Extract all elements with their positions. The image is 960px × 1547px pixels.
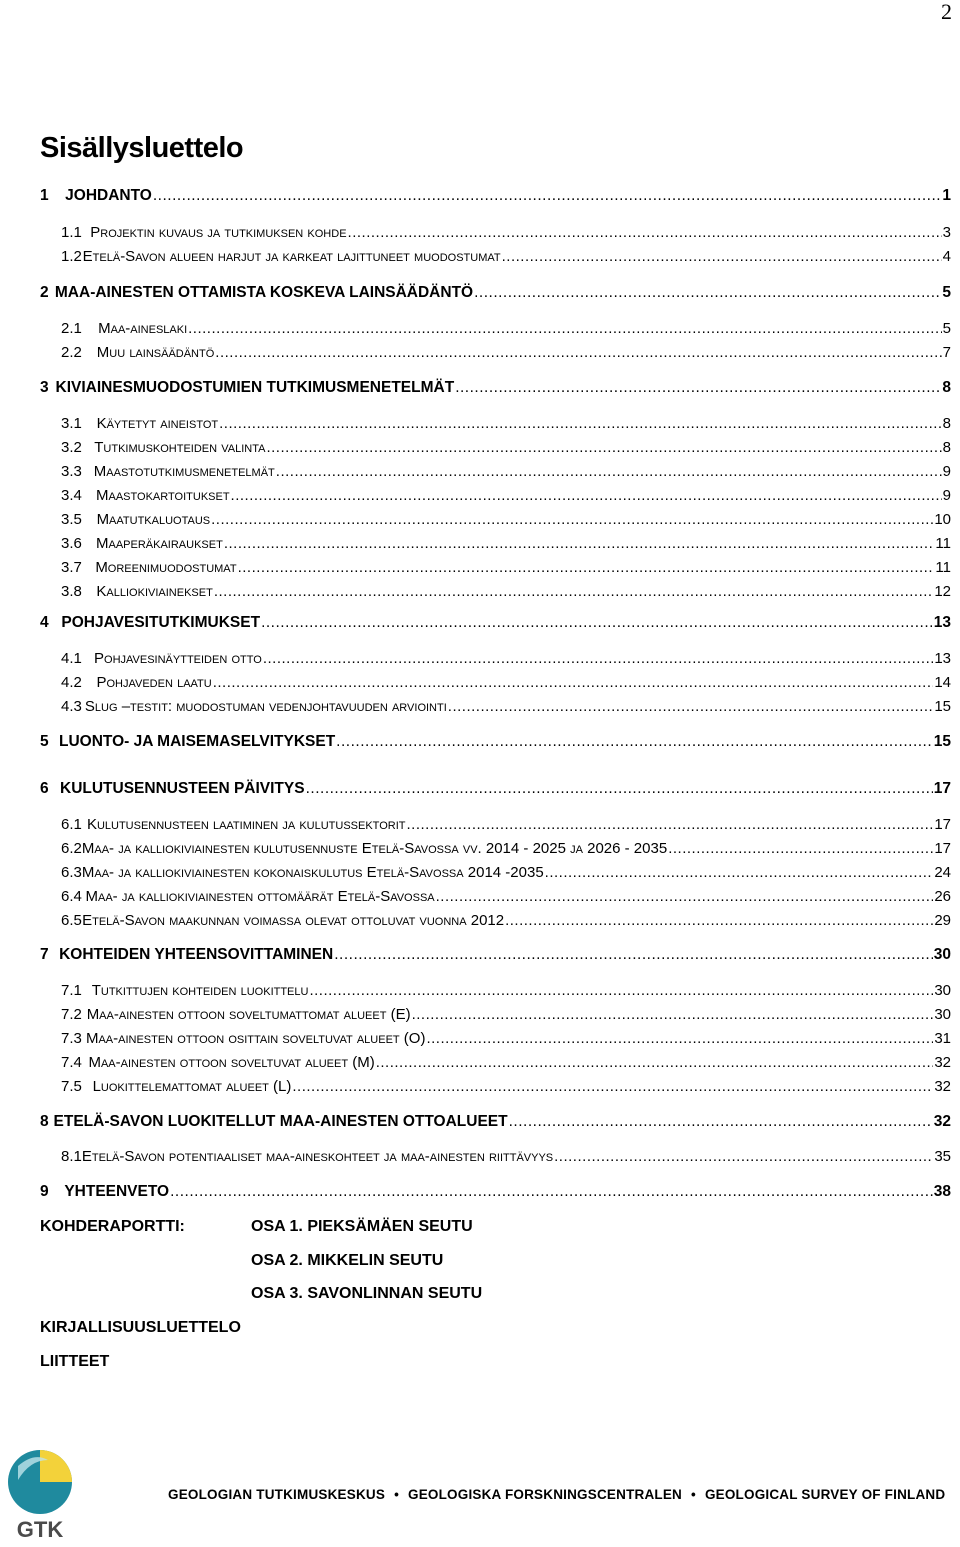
toc-entry-number: 7.5 bbox=[61, 1078, 82, 1095]
toc-entry-page: 15 bbox=[933, 733, 951, 750]
toc-dot-leader bbox=[219, 413, 942, 435]
toc-entry-page: 17 bbox=[934, 840, 951, 857]
toc-entry-number: 2 bbox=[40, 284, 49, 301]
toc-entry-3-6[interactable] bbox=[61, 533, 951, 555]
toc-entry-7[interactable] bbox=[40, 944, 951, 966]
footer-organization-names bbox=[168, 1487, 945, 1502]
toc-entry-page: 8 bbox=[942, 439, 951, 456]
toc-dot-leader bbox=[502, 246, 942, 268]
toc-entry-page: 5 bbox=[942, 284, 951, 301]
toc-entry-title: Tutkittujen kohteiden luokittelu bbox=[91, 982, 309, 999]
toc-entry-4[interactable] bbox=[40, 612, 951, 634]
toc-entry-title: Kalliokiviainekset bbox=[96, 583, 213, 600]
toc-entry-title: JOHDANTO bbox=[65, 187, 152, 204]
toc-entry-page: 32 bbox=[933, 1113, 951, 1130]
toc-dot-leader bbox=[509, 1111, 933, 1133]
toc-entry-1[interactable] bbox=[40, 185, 951, 207]
toc-entry-title: Kulutusennusteen laatiminen ja kulutussektorit bbox=[86, 816, 406, 833]
toc-entry-page: 14 bbox=[934, 674, 951, 691]
toc-entry-page: 30 bbox=[934, 1006, 951, 1023]
toc-entry-3-2[interactable] bbox=[61, 437, 951, 459]
toc-entry-3[interactable] bbox=[40, 377, 951, 399]
toc-entry-title: Moreenimuodostumat bbox=[95, 559, 237, 576]
toc-entry-page: 30 bbox=[933, 946, 951, 963]
toc-entry-number: 3.5 bbox=[61, 511, 82, 528]
toc-entry-page: 17 bbox=[934, 816, 951, 833]
toc-entry-number: 9 bbox=[40, 1183, 49, 1200]
toc-entry-number: 1 bbox=[40, 187, 49, 204]
toc-entry-number: 3 bbox=[40, 379, 49, 396]
toc-entry-title: Luokittelemattomat alueet (L) bbox=[92, 1078, 292, 1095]
toc-entry-3-4[interactable] bbox=[61, 485, 951, 507]
toc-dot-leader bbox=[334, 944, 933, 966]
toc-dot-leader bbox=[292, 1076, 933, 1098]
toc-entry-title: Maastotutkimusmenetelmät bbox=[93, 463, 275, 480]
toc-entry-number: 7.4 bbox=[61, 1054, 82, 1071]
toc-entry-7-1[interactable] bbox=[61, 980, 951, 1002]
toc-entry-number: 6.2 bbox=[61, 840, 82, 857]
toc-entry-number: 3.3 bbox=[61, 463, 82, 480]
toc-dot-leader bbox=[336, 731, 933, 753]
toc-entry-page: 30 bbox=[934, 982, 951, 999]
toc-entry-page: 3 bbox=[942, 224, 951, 241]
toc-entry-title: Käytetyt aineistot bbox=[96, 415, 219, 432]
toc-dot-leader bbox=[170, 1181, 933, 1203]
toc-dot-leader bbox=[412, 1004, 934, 1026]
toc-entry-number: 4 bbox=[40, 614, 49, 631]
toc-dot-leader bbox=[436, 886, 934, 908]
toc-dot-leader bbox=[474, 282, 941, 304]
toc-entry-title: Maa- ja kalliokiviainesten kulutusennuste Etelä-Savossa vv. 2014 - 2025 ja 2026 - 2035 bbox=[81, 840, 668, 857]
toc-entry-page: 29 bbox=[934, 912, 951, 929]
toc-dot-leader bbox=[224, 533, 935, 555]
toc-dot-leader bbox=[214, 581, 934, 603]
toc-entry-7-5[interactable] bbox=[61, 1076, 951, 1098]
toc-entry-3-8[interactable] bbox=[61, 581, 951, 603]
toc-entry-page: 1 bbox=[942, 187, 951, 204]
toc-entry-title: Maa-ainesten ottoon osittain soveltuvat alueet (O) bbox=[85, 1030, 426, 1047]
toc-entry-title: LUONTO- JA MAISEMASELVITYKSET bbox=[59, 733, 336, 750]
toc-dot-leader bbox=[376, 1052, 934, 1074]
toc-dot-leader bbox=[211, 509, 933, 531]
toc-entry-number: 3.4 bbox=[61, 487, 82, 504]
toc-entry-number: 6 bbox=[40, 780, 49, 797]
toc-entry-title: Etelä-Savon alueen harjut ja karkeat lajittuneet muodostumat bbox=[82, 248, 501, 265]
osa-1-entry[interactable]: OSA 1. PIEKSÄMÄEN SEUTU bbox=[251, 1218, 473, 1235]
toc-dot-leader bbox=[426, 1028, 933, 1050]
osa-2-entry[interactable]: OSA 2. MIKKELIN SEUTU bbox=[251, 1252, 444, 1269]
toc-entry-page: 15 bbox=[934, 698, 951, 715]
toc-entry-2-2[interactable] bbox=[61, 342, 951, 364]
toc-entry-title: Tutkimuskohteiden valinta bbox=[94, 439, 266, 456]
gtk-logo-text: GTK bbox=[16, 1517, 64, 1542]
toc-dot-leader bbox=[153, 185, 942, 207]
toc-dot-leader bbox=[215, 342, 941, 364]
org-name-sv: GEOLOGISKA FORSKNINGSCENTRALEN bbox=[408, 1487, 683, 1502]
toc-entry-3-5[interactable] bbox=[61, 509, 951, 531]
toc-entry-4-3[interactable] bbox=[61, 696, 951, 718]
toc-entry-number: 3.1 bbox=[61, 415, 82, 432]
toc-entry-title: KULUTUSENNUSTEEN PÄIVITYS bbox=[60, 780, 305, 797]
toc-entry-title: Projektin kuvaus ja tutkimuksen kohde bbox=[90, 224, 347, 241]
toc-entry-number: 1.1 bbox=[61, 224, 82, 241]
toc-entry-number: 7 bbox=[40, 946, 49, 963]
toc-entry-number: 2.1 bbox=[61, 320, 82, 337]
toc-entry-8-1[interactable] bbox=[61, 1146, 951, 1168]
toc-entry-1-1[interactable] bbox=[61, 222, 951, 244]
toc-entry-page: 12 bbox=[934, 583, 951, 600]
toc-entry-title: Muu lainsäädäntö bbox=[96, 344, 215, 361]
toc-entry-6-2[interactable] bbox=[61, 838, 951, 860]
toc-entry-number: 6.3 bbox=[61, 864, 82, 881]
osa-3-entry[interactable]: OSA 3. SAVONLINNAN SEUTU bbox=[251, 1285, 483, 1302]
toc-entry-title: Pohjaveden laatu bbox=[96, 674, 212, 691]
toc-entry-number: 7.2 bbox=[61, 1006, 82, 1023]
toc-dot-leader bbox=[448, 696, 934, 718]
toc-dot-leader bbox=[406, 814, 933, 836]
toc-entry-title: Slug –testit: muodostuman vedenjohtavuuden arviointi bbox=[84, 698, 447, 715]
toc-entry-title: Maaperäkairaukset bbox=[96, 535, 223, 552]
toc-entry-title: Maa- ja kalliokiviainesten kokonaiskulutus Etelä-Savossa 2014 -2035 bbox=[81, 864, 544, 881]
toc-entry-page: 35 bbox=[934, 1148, 951, 1165]
toc-entry-7-2[interactable] bbox=[61, 1004, 951, 1026]
toc-dot-leader bbox=[545, 862, 934, 884]
footer-separator: • bbox=[394, 1487, 399, 1502]
toc-entry-page: 8 bbox=[942, 415, 951, 432]
toc-entry-7-3[interactable] bbox=[61, 1028, 951, 1050]
toc-entry-5[interactable] bbox=[40, 731, 951, 753]
toc-dot-leader bbox=[263, 648, 934, 670]
toc-entry-3-7[interactable] bbox=[61, 557, 951, 579]
toc-entry-title: Maatutkaluotaus bbox=[96, 511, 211, 528]
toc-entry-title: Maa- ja kalliokiviainesten ottomäärät Etelä-Savossa bbox=[85, 888, 435, 905]
toc-entry-page: 31 bbox=[934, 1030, 951, 1047]
toc-dot-leader bbox=[238, 557, 935, 579]
toc-entry-number: 1.2 bbox=[61, 248, 82, 265]
toc-dot-leader bbox=[348, 222, 942, 244]
toc-entry-number: 4.1 bbox=[61, 650, 82, 667]
toc-dot-leader bbox=[213, 672, 934, 694]
toc-entry-number: 2.2 bbox=[61, 344, 82, 361]
toc-entry-number: 7.3 bbox=[61, 1030, 82, 1047]
toc-entry-title: KIVIAINESMUODOSTUMIEN TUTKIMUSMENETELMÄT bbox=[55, 379, 455, 396]
toc-entry-2[interactable] bbox=[40, 282, 951, 304]
toc-entry-page: 5 bbox=[942, 320, 951, 337]
toc-entry-4-2[interactable] bbox=[61, 672, 951, 694]
toc-entry-number: 3.8 bbox=[61, 583, 82, 600]
toc-dot-leader bbox=[231, 485, 942, 507]
toc-entry-title: Maa-ainesten ottoon soveltumattomat alueet (E) bbox=[86, 1006, 411, 1023]
toc-entry-number: 3.2 bbox=[61, 439, 82, 456]
org-name-fi: GEOLOGIAN TUTKIMUSKESKUS bbox=[168, 1487, 386, 1502]
toc-entry-title: POHJAVESITUTKIMUKSET bbox=[61, 614, 261, 631]
toc-entry-page: 32 bbox=[934, 1078, 951, 1095]
gtk-logo bbox=[4, 1446, 76, 1542]
toc-entry-page: 13 bbox=[934, 650, 951, 667]
toc-entry-1-2[interactable] bbox=[61, 246, 951, 268]
toc-entry-page: 38 bbox=[933, 1183, 951, 1200]
toc-entry-number: 3.7 bbox=[61, 559, 82, 576]
toc-dot-leader bbox=[188, 318, 942, 340]
org-name-en: GEOLOGICAL SURVEY OF FINLAND bbox=[704, 1487, 946, 1502]
toc-entry-page: 24 bbox=[934, 864, 951, 881]
toc-entry-page: 11 bbox=[935, 559, 951, 576]
toc-entry-4-1[interactable] bbox=[61, 648, 951, 670]
liitteet-entry[interactable]: LIITTEET bbox=[40, 1353, 110, 1370]
toc-dot-leader bbox=[276, 461, 942, 483]
toc-entry-number: 5 bbox=[40, 733, 49, 750]
toc-entry-number: 7.1 bbox=[61, 982, 82, 999]
toc-entry-title: Pohjavesinäytteiden otto bbox=[94, 650, 262, 667]
toc-entry-number: 8 bbox=[40, 1113, 49, 1130]
toc-entry-page: 11 bbox=[935, 535, 951, 552]
toc-entry-title: ETELÄ-SAVON LUOKITELLUT MAA-AINESTEN OTTOALUEET bbox=[53, 1113, 508, 1130]
toc-title: Sisällysluettelo bbox=[40, 132, 244, 164]
toc-dot-leader bbox=[306, 778, 933, 800]
toc-entry-number: 3.6 bbox=[61, 535, 82, 552]
toc-entry-page: 7 bbox=[942, 344, 951, 361]
toc-entry-number: 8.1 bbox=[61, 1148, 82, 1165]
toc-entry-6-1[interactable] bbox=[61, 814, 951, 836]
toc-entry-page: 8 bbox=[942, 379, 951, 396]
toc-entry-3-3[interactable] bbox=[61, 461, 951, 483]
toc-entry-page: 32 bbox=[934, 1054, 951, 1071]
toc-dot-leader bbox=[261, 612, 933, 634]
toc-entry-page: 26 bbox=[934, 888, 951, 905]
toc-entry-number: 4.2 bbox=[61, 674, 82, 691]
toc-dot-leader bbox=[554, 1146, 933, 1168]
toc-entry-page: 9 bbox=[942, 487, 951, 504]
footer-separator: • bbox=[691, 1487, 696, 1502]
toc-entry-number: 6.1 bbox=[61, 816, 82, 833]
toc-entry-6[interactable] bbox=[40, 778, 951, 800]
toc-entry-title: Etelä-Savon maakunnan voimassa olevat ottoluvat vuonna 2012 bbox=[82, 912, 505, 929]
toc-entry-title: Maa-aineslaki bbox=[98, 320, 188, 337]
toc-entry-page: 10 bbox=[934, 511, 951, 528]
toc-entry-6-5[interactable] bbox=[61, 910, 951, 932]
toc-entry-page: 9 bbox=[942, 463, 951, 480]
page-number: 2 bbox=[941, 0, 952, 24]
toc-entry-number: 6.5 bbox=[61, 912, 82, 929]
toc-entry-title: MAA-AINESTEN OTTAMISTA KOSKEVA LAINSÄÄDÄNTÖ bbox=[54, 284, 474, 301]
toc-entry-2-1[interactable] bbox=[61, 318, 951, 340]
toc-entry-title: KOHTEIDEN YHTEENSOVITTAMINEN bbox=[59, 946, 334, 963]
toc-entry-title: Maastokartoitukset bbox=[96, 487, 230, 504]
toc-entry-6-3[interactable] bbox=[61, 862, 951, 884]
toc-entry-9[interactable] bbox=[40, 1181, 951, 1203]
toc-entry-6-4[interactable] bbox=[61, 886, 951, 908]
toc-entry-page: 13 bbox=[933, 614, 951, 631]
toc-dot-leader bbox=[668, 838, 933, 860]
toc-entry-7-4[interactable] bbox=[61, 1052, 951, 1074]
toc-entry-number: 6.4 bbox=[61, 888, 82, 905]
toc-entry-title: Maa-ainesten ottoon soveltuvat alueet (M) bbox=[88, 1054, 375, 1071]
toc-dot-leader bbox=[455, 377, 941, 399]
kohderaportti-label: KOHDERAPORTTI: bbox=[40, 1218, 185, 1235]
toc-entry-title: Etelä-Savon potentiaaliset maa-aineskohteet ja maa-ainesten riittävyys bbox=[81, 1148, 554, 1165]
toc-dot-leader bbox=[309, 980, 933, 1002]
toc-entry-page: 4 bbox=[942, 248, 951, 265]
toc-entry-3-1[interactable] bbox=[61, 413, 951, 435]
toc-entry-8[interactable] bbox=[40, 1111, 951, 1133]
toc-dot-leader bbox=[505, 910, 933, 932]
toc-dot-leader bbox=[266, 437, 941, 459]
toc-entry-number: 4.3 bbox=[61, 698, 82, 715]
gtk-logo-sun-quadrant bbox=[40, 1450, 72, 1482]
kirjallisuusluettelo-entry[interactable]: KIRJALLISUUSLUETTELO bbox=[40, 1319, 241, 1336]
toc-entry-page: 17 bbox=[933, 780, 951, 797]
toc-entry-title: YHTEENVETO bbox=[64, 1183, 170, 1200]
